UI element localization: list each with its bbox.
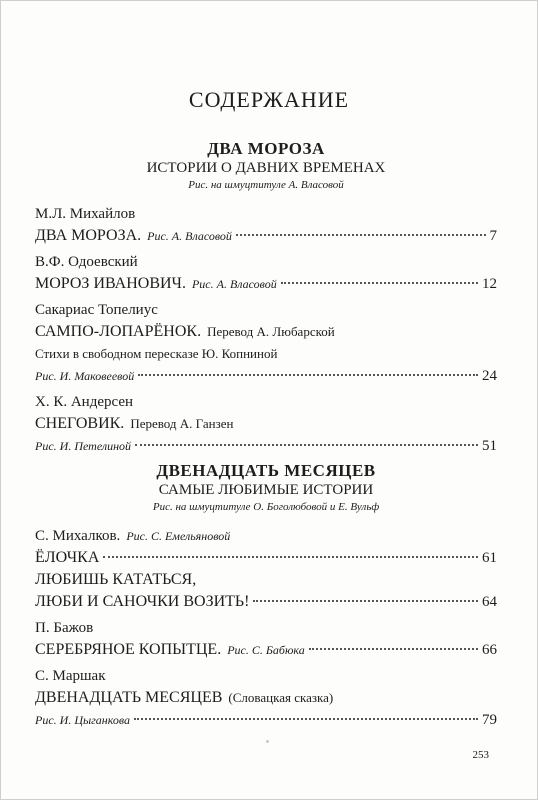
toc-line[interactable] (35, 591, 497, 613)
dot-leader (103, 556, 478, 558)
entry-author: П. Бажов (35, 620, 94, 636)
entry-page-number: 51 (482, 438, 497, 454)
illustrator-credit: Рис. И. Петелиной (35, 439, 132, 453)
entry-page-number: 79 (482, 712, 497, 728)
illustrator-credit: Рис. А. Власовой (147, 229, 232, 243)
entry-page-number: 24 (482, 368, 497, 384)
toc-line[interactable] (35, 225, 497, 247)
toc-line[interactable] (35, 569, 497, 591)
entry-author: Сакариас Топелиус (35, 302, 158, 318)
dot-leader (138, 374, 478, 376)
subtitle-note: (Словацкая сказка) (228, 690, 334, 705)
toc-entry (35, 525, 497, 613)
dot-leader (281, 282, 478, 284)
entry-title: МОРОЗ ИВАНОВИЧ. (35, 275, 186, 292)
entry-title: ЛЮБИШЬ КАТАТЬСЯ, (35, 571, 197, 588)
toc-entry (35, 617, 497, 661)
illustrator-credit: Рис. И. Цыганкова (35, 713, 131, 727)
toc-entry (35, 299, 497, 387)
section-subtitle: САМЫЕ ЛЮБИМЫЕ ИСТОРИИ (158, 482, 374, 498)
illustrator-credit: Рис. И. Маковеевой (35, 369, 135, 383)
section-dvenadtsat-mesyatsev (35, 461, 497, 735)
entry-title: ДВЕНАДЦАТЬ МЕСЯЦЕВ (35, 689, 223, 706)
section-title: ДВА МОРОЗА (207, 139, 325, 158)
illustrator-credit: Рис. С. Бабюка (227, 643, 305, 657)
entry-page-number: 7 (489, 228, 497, 244)
toc-entry (35, 391, 497, 457)
dot-leader (236, 234, 486, 236)
toc-line[interactable] (35, 435, 497, 457)
dot-leader (253, 600, 478, 602)
entry-title: СЕРЕБРЯНОЕ КОПЫТЦЕ. (35, 641, 222, 658)
dot-leader (135, 444, 478, 446)
section-credit: Рис. на шмуцтитуле А. Власовой (188, 179, 344, 191)
entry-page-number: 64 (482, 594, 497, 610)
entry-author: Х. К. Андерсен (35, 394, 134, 410)
section-title: ДВЕНАДЦАТЬ МЕСЯЦЕВ (156, 461, 376, 480)
illustrator-credit: Рис. С. Емельяновой (126, 529, 231, 543)
entry-title: ДВА МОРОЗА. (35, 227, 142, 244)
section-credit: Рис. на шмуцтитуле О. Боголюбовой и Е. Вульф (152, 501, 380, 513)
folio-page-number: 253 (472, 749, 489, 761)
translator-note: Стихи в свободном пересказе Ю. Копниной (35, 346, 278, 361)
section-subtitle: ИСТОРИИ О ДАВНИХ ВРЕМЕНАХ (146, 160, 386, 176)
entry-title: ЁЛОЧКА (35, 549, 100, 566)
translator-note: Перевод А. Ганзен (130, 416, 234, 431)
print-speck (266, 740, 269, 743)
toc-line[interactable] (35, 687, 497, 709)
toc-entry (35, 251, 497, 295)
entry-author: С. Михалков. (35, 528, 121, 544)
toc-line (35, 343, 497, 365)
toc-line[interactable] (35, 273, 497, 295)
author-line (35, 525, 497, 547)
entry-title: ЛЮБИ И САНОЧКИ ВОЗИТЬ! (35, 593, 250, 610)
toc-line[interactable] (35, 321, 497, 343)
page-title: СОДЕРЖАНИЕ (188, 87, 350, 112)
toc-line[interactable] (35, 413, 497, 435)
entry-page-number: 12 (482, 276, 497, 292)
toc-line[interactable] (35, 639, 497, 661)
entry-page-number: 61 (482, 550, 497, 566)
section-dva-moroza (35, 139, 497, 461)
toc-line[interactable] (35, 547, 497, 569)
entry-title: СНЕГОВИК. (35, 415, 125, 432)
entry-author: С. Маршак (35, 668, 106, 684)
toc-entry (35, 665, 497, 731)
toc-line[interactable] (35, 709, 497, 731)
dot-leader (134, 718, 478, 720)
entry-author: М.Л. Михайлов (35, 206, 136, 222)
dot-leader (309, 648, 478, 650)
entry-title: САМПО-ЛОПАРЁНОК. (35, 323, 202, 340)
entry-author: В.Ф. Одоевский (35, 254, 138, 270)
toc-entry (35, 203, 497, 247)
entry-page-number: 66 (482, 642, 497, 658)
illustrator-credit: Рис. А. Власовой (191, 277, 277, 291)
translator-note: Перевод А. Любарской (207, 324, 335, 339)
toc-line[interactable] (35, 365, 497, 387)
